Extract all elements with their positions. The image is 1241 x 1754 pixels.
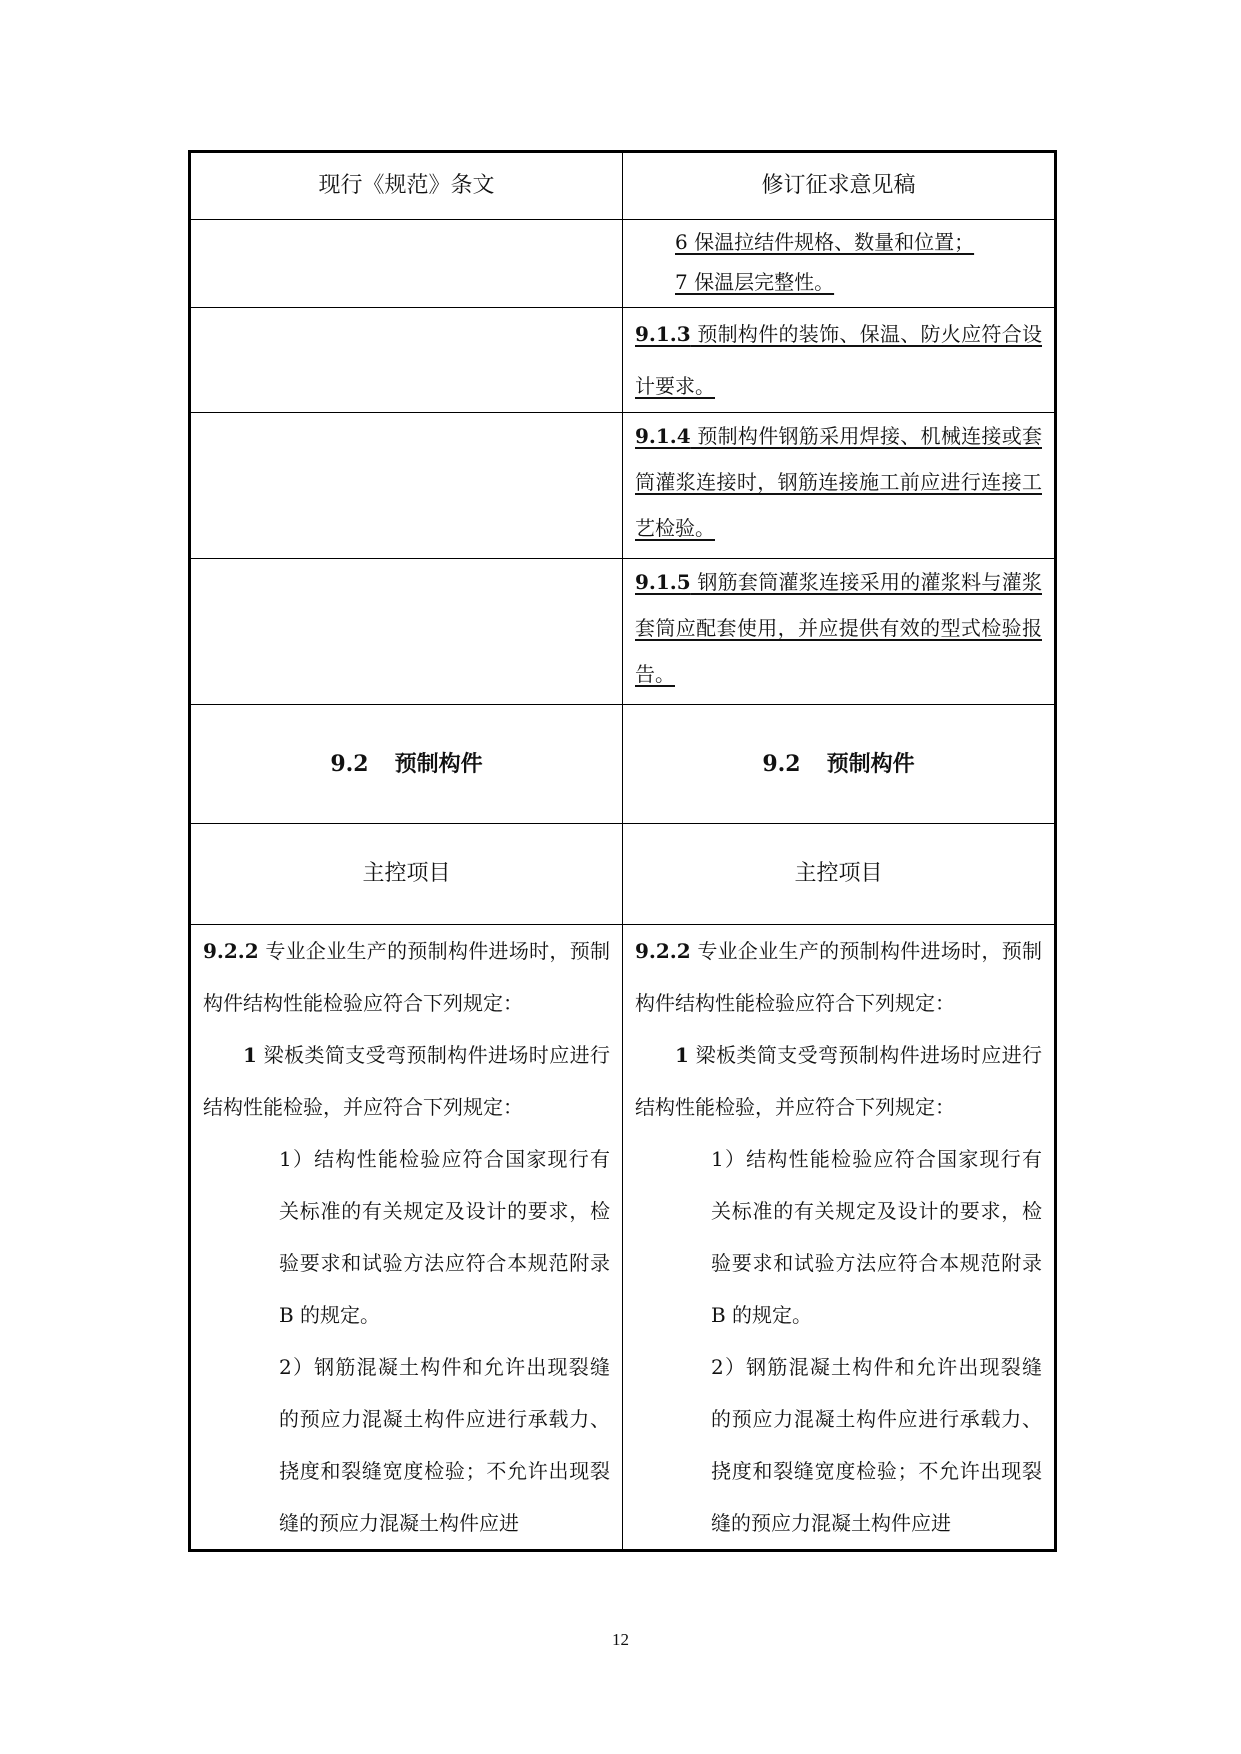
clause-intro-922: 专业企业生产的预制构件进场时，预制构件结构性能检验应符合下列规定：: [203, 939, 610, 1015]
header-revision-draft: 修订征求意见稿: [623, 152, 1056, 220]
clause-intro-922: 专业企业生产的预制构件进场时，预制构件结构性能检验应符合下列规定：: [635, 939, 1042, 1015]
clause-number-913: 9.1.3: [635, 322, 691, 346]
cell-left-empty: [190, 308, 623, 413]
cell-left-empty: [190, 559, 623, 705]
cell-right-922: [623, 925, 1056, 1551]
clause-number-922: 9.2.2: [203, 939, 259, 963]
insulation-item-7: 7 保温层完整性。: [675, 270, 835, 294]
insulation-item-6: 6 保温拉结件规格、数量和位置；: [675, 230, 975, 254]
section-title: 预制构件: [394, 751, 483, 777]
table-row-915: [190, 559, 1056, 705]
section-title: 预制构件: [826, 751, 915, 777]
header-current-code: 现行《规范》条文: [190, 152, 623, 220]
clause-number-914: 9.1.4: [635, 424, 691, 448]
item-number-1: 1: [243, 1043, 257, 1067]
section-heading-left: [190, 705, 623, 824]
section-number: 9.2: [762, 751, 801, 777]
clause-text-914: 预制构件钢筋采用焊接、机械连接或套筒灌浆连接时，钢筋连接施工前应进行连接工艺检验。: [635, 424, 1042, 540]
cell-left-empty: [190, 413, 623, 559]
item-text-1: 梁板类简支受弯预制构件进场时应进行结构性能检验，并应符合下列规定：: [635, 1043, 1042, 1119]
table-row-insulation: [190, 220, 1056, 308]
table-header-row: [190, 152, 1056, 220]
cell-right-914: [623, 413, 1056, 559]
page-number: 12: [612, 1630, 629, 1649]
sub-item-1: 1）结构性能检验应符合国家现行有关标准的有关规定及设计的要求，检验要求和试验方法应符合本规范附录 B 的规定。: [279, 1147, 610, 1327]
subheading-right: 主控项目: [623, 824, 1056, 925]
table-row-913: [190, 308, 1056, 413]
item-number-1: 1: [675, 1043, 689, 1067]
cell-left-922: [190, 925, 623, 1551]
cell-left-empty: [190, 220, 623, 308]
comparison-table: [188, 150, 1057, 1552]
table-row-914: [190, 413, 1056, 559]
clause-number-915: 9.1.5: [635, 570, 691, 594]
item-text-1: 梁板类简支受弯预制构件进场时应进行结构性能检验，并应符合下列规定：: [203, 1043, 610, 1119]
comparison-table-container: [188, 150, 1054, 1552]
sub-item-2: 2）钢筋混凝土构件和允许出现裂缝的预应力混凝土构件应进行承载力、挠度和裂缝宽度检验；不允许出现裂缝的预应力混凝土构件应进: [711, 1355, 1042, 1535]
clause-text-913: 预制构件的装饰、保温、防火应符合设计要求。: [635, 322, 1042, 398]
table-row-section-92: [190, 705, 1056, 824]
section-number: 9.2: [330, 751, 369, 777]
clause-number-922: 9.2.2: [635, 939, 691, 963]
table-row-main-control: [190, 824, 1056, 925]
subheading-left: 主控项目: [190, 824, 623, 925]
sub-item-1: 1）结构性能检验应符合国家现行有关标准的有关规定及设计的要求，检验要求和试验方法应符合本规范附录 B 的规定。: [711, 1147, 1042, 1327]
table-row-922: [190, 925, 1056, 1551]
cell-right-915: [623, 559, 1056, 705]
cell-right-insulation: [623, 220, 1056, 308]
cell-right-913: [623, 308, 1056, 413]
clause-text-915: 钢筋套筒灌浆连接采用的灌浆料与灌浆套筒应配套使用，并应提供有效的型式检验报告。: [635, 570, 1042, 686]
section-heading-right: [623, 705, 1056, 824]
sub-item-2: 2）钢筋混凝土构件和允许出现裂缝的预应力混凝土构件应进行承载力、挠度和裂缝宽度检验；不允许出现裂缝的预应力混凝土构件应进: [279, 1355, 610, 1535]
